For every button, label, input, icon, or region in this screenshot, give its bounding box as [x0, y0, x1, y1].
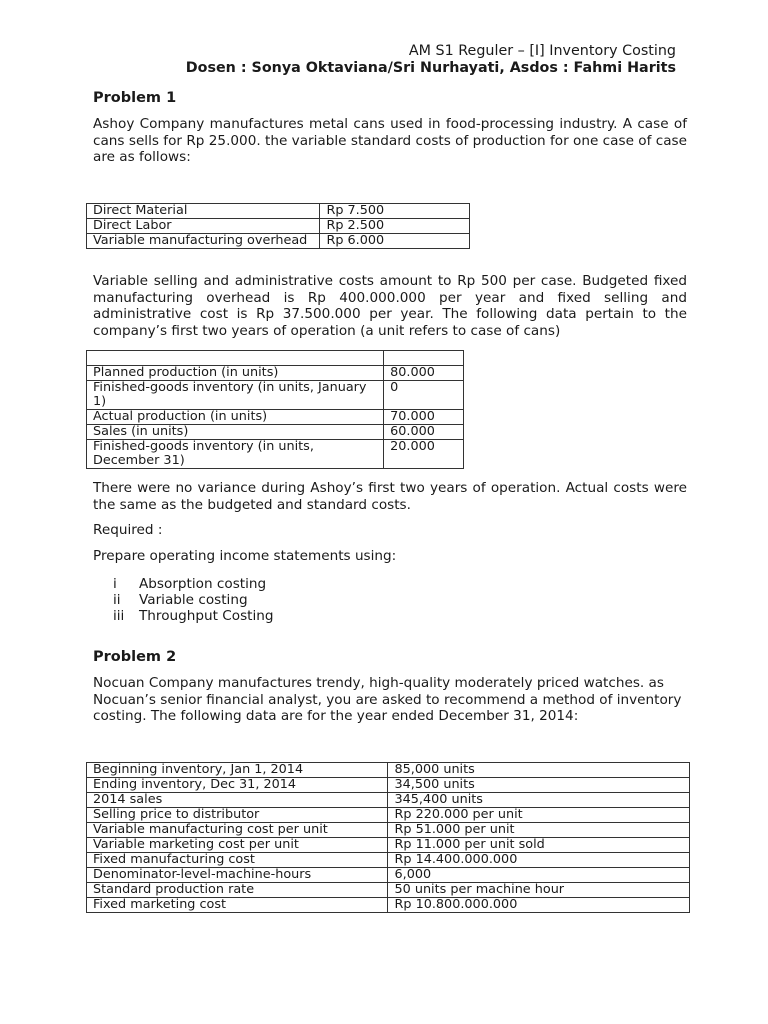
list-numeral: iii — [113, 608, 125, 624]
row-value-cell: Rp 7.500 — [320, 204, 470, 219]
row-value-cell: Rp 10.800.000.000 — [388, 898, 690, 913]
row-value-cell — [384, 351, 464, 366]
list-numeral: ii — [113, 592, 121, 608]
variable-cost-table-body — [87, 204, 470, 249]
data-table-row — [87, 898, 690, 913]
row-value-cell: Rp 11.000 per unit sold — [388, 838, 690, 853]
row-value-cell: 345,400 units — [388, 793, 690, 808]
data-table-row — [87, 793, 690, 808]
row-value-cell: 0 — [384, 381, 464, 410]
data-table-row — [87, 868, 690, 883]
problem1-para2: Variable selling and administrative costs amount to Rp 500 per case. Budgeted fixed manufacturing overhead is Rp 400.000.000 per year and fixed selling and administrative cost is Rp 37.500.000 per year. The following data pertain to the company’s first two years of operation (a unit refers to case of cans) — [93, 273, 687, 339]
method-name: Throughput Costing — [139, 608, 274, 624]
method-list-item — [113, 576, 274, 592]
operations-table-row — [87, 351, 464, 366]
data-table-row — [87, 763, 690, 778]
row-value-cell: Rp 220.000 per unit — [388, 808, 690, 823]
data-table-row — [87, 808, 690, 823]
problem2-intro: Nocuan Company manufactures trendy, high-quality moderately priced watches. as Nocuan’s senior financial analyst, you are asked to recommend a method of inventory costing. The following data are for the year ended December 31, 2014: — [93, 675, 682, 725]
data-table-row — [87, 838, 690, 853]
row-value-cell: 85,000 units — [388, 763, 690, 778]
row-label-cell: Finished-goods inventory (in units, December 31) — [87, 440, 384, 469]
operations-table-row — [87, 410, 464, 425]
row-label-cell: Selling price to distributor — [87, 808, 388, 823]
row-label-cell: Finished-goods inventory (in units, January 1) — [87, 381, 384, 410]
watch-data-table — [86, 762, 690, 913]
row-label-cell: Direct Material — [87, 204, 320, 219]
prepare-instruction: Prepare operating income statements using: — [93, 548, 397, 564]
row-label-cell: 2014 sales — [87, 793, 388, 808]
data-table-row — [87, 853, 690, 868]
row-label-cell: Variable manufacturing cost per unit — [87, 823, 388, 838]
row-value-cell: Rp 14.400.000.000 — [388, 853, 690, 868]
row-label-cell: Planned production (in units) — [87, 366, 384, 381]
lecturer-line: Dosen : Sonya Oktaviana/Sri Nurhayati, Asdos : Fahmi Harits — [185, 60, 676, 76]
row-label-cell: Actual production (in units) — [87, 410, 384, 425]
row-value-cell: Rp 51.000 per unit — [388, 823, 690, 838]
operations-table — [86, 350, 464, 469]
row-label-cell — [87, 351, 384, 366]
operations-table-row — [87, 366, 464, 381]
row-value-cell: 6,000 — [388, 868, 690, 883]
row-label-cell: Beginning inventory, Jan 1, 2014 — [87, 763, 388, 778]
problem1-intro: Ashoy Company manufactures metal cans used in food-processing industry. A case of cans sells for Rp 25.000. the variable standard costs of production for one case of case are as follows: — [93, 116, 687, 166]
method-name: Variable costing — [139, 592, 248, 608]
operations-table-row — [87, 381, 464, 410]
row-label-cell: Ending inventory, Dec 31, 2014 — [87, 778, 388, 793]
operations-table-row — [87, 425, 464, 440]
watch-data-table-body — [87, 763, 690, 913]
list-numeral: i — [113, 576, 117, 592]
course-title: AM S1 Reguler – [I] Inventory Costing — [408, 43, 676, 59]
variable-cost-table — [86, 203, 470, 249]
document-header — [93, 43, 676, 77]
data-table-row — [87, 883, 690, 898]
cost-table-row — [87, 219, 470, 234]
operations-table-row — [87, 440, 464, 469]
method-list-item — [113, 592, 274, 608]
data-table-row — [87, 823, 690, 838]
row-label-cell: Standard production rate — [87, 883, 388, 898]
row-label-cell: Sales (in units) — [87, 425, 384, 440]
problem2-title: Problem 2 — [93, 649, 177, 665]
data-table-row — [87, 778, 690, 793]
row-value-cell: 70.000 — [384, 410, 464, 425]
row-value-cell: 50 units per machine hour — [388, 883, 690, 898]
costing-methods-list — [113, 576, 274, 624]
cost-table-row — [87, 204, 470, 219]
row-value-cell: Rp 6.000 — [320, 234, 470, 249]
method-name: Absorption costing — [139, 576, 267, 592]
row-value-cell: 20.000 — [384, 440, 464, 469]
row-value-cell: Rp 2.500 — [320, 219, 470, 234]
problem1-para3: There were no variance during Ashoy’s first two years of operation. Actual costs were the same as the budgeted and standard costs. — [93, 480, 687, 513]
required-label: Required : — [93, 522, 163, 538]
row-label-cell: Fixed manufacturing cost — [87, 853, 388, 868]
row-value-cell: 34,500 units — [388, 778, 690, 793]
problem1-title: Problem 1 — [93, 90, 177, 106]
row-label-cell: Fixed marketing cost — [87, 898, 388, 913]
row-value-cell: 60.000 — [384, 425, 464, 440]
row-value-cell: 80.000 — [384, 366, 464, 381]
row-label-cell: Variable marketing cost per unit — [87, 838, 388, 853]
row-label-cell: Direct Labor — [87, 219, 320, 234]
operations-table-body — [87, 351, 464, 469]
cost-table-row — [87, 234, 470, 249]
method-list-item — [113, 608, 274, 624]
row-label-cell: Denominator-level-machine-hours — [87, 868, 388, 883]
row-label-cell: Variable manufacturing overhead — [87, 234, 320, 249]
